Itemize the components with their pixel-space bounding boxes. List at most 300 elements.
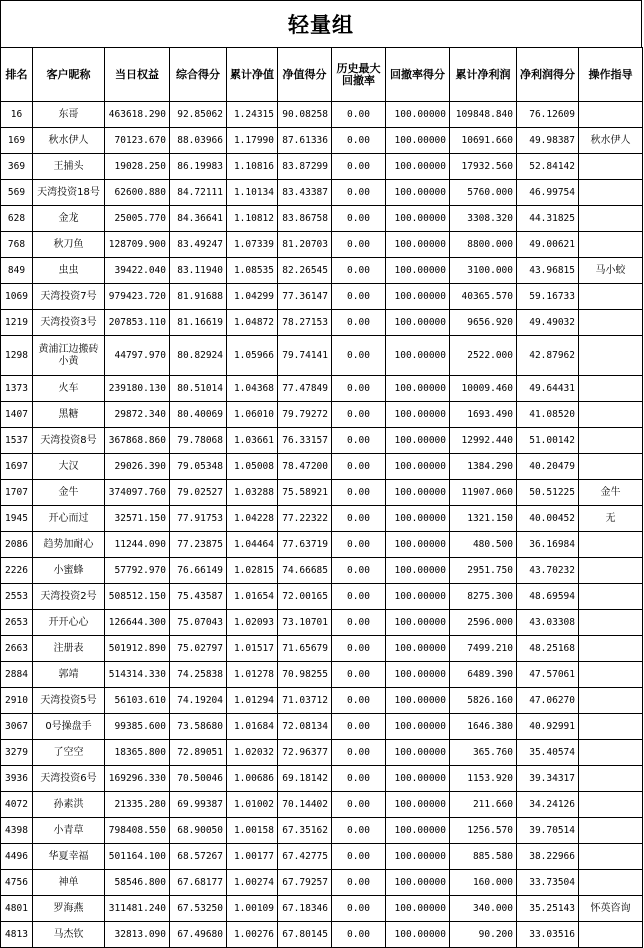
drawdown-score-cell: 100.00000 <box>386 714 450 740</box>
net-value-cell: 1.06010 <box>227 402 278 428</box>
net-profit-score-cell: 43.70232 <box>517 558 579 584</box>
table-row <box>1 506 643 532</box>
rank-cell: 1298 <box>1 336 33 376</box>
table-row <box>1 792 643 818</box>
rank-cell: 1373 <box>1 376 33 402</box>
drawdown-score-cell: 100.00000 <box>386 258 450 284</box>
net-profit-score-cell: 34.24126 <box>517 792 579 818</box>
equity-cell: 311481.240 <box>105 896 170 922</box>
rank-cell: 16 <box>1 102 33 128</box>
total-score-cell: 68.90050 <box>170 818 227 844</box>
guidance-cell <box>579 792 643 818</box>
max-drawdown-cell: 0.00 <box>332 102 386 128</box>
net-profit-score-cell: 46.99754 <box>517 180 579 206</box>
equity-cell: 29026.390 <box>105 454 170 480</box>
net-value-cell: 1.04299 <box>227 284 278 310</box>
guidance-cell <box>579 636 643 662</box>
rank-cell: 2663 <box>1 636 33 662</box>
rank-cell: 1707 <box>1 480 33 506</box>
nickname-cell: 天湾投资18号 <box>33 180 105 206</box>
equity-cell: 169296.330 <box>105 766 170 792</box>
net-value-score-cell: 71.65679 <box>278 636 332 662</box>
net-profit-cell: 885.580 <box>450 844 517 870</box>
nickname-cell: 天湾投资8号 <box>33 428 105 454</box>
table-row <box>1 102 643 128</box>
max-drawdown-cell: 0.00 <box>332 284 386 310</box>
nickname-cell: 天湾投资7号 <box>33 284 105 310</box>
nickname-cell: 黑糖 <box>33 402 105 428</box>
table-row <box>1 636 643 662</box>
total-score-cell: 67.53250 <box>170 896 227 922</box>
nickname-cell: 华夏幸福 <box>33 844 105 870</box>
net-profit-score-cell: 43.96815 <box>517 258 579 284</box>
rank-cell: 3936 <box>1 766 33 792</box>
net-profit-cell: 8275.300 <box>450 584 517 610</box>
equity-cell: 70123.670 <box>105 128 170 154</box>
net-value-cell: 1.00177 <box>227 844 278 870</box>
guidance-cell <box>579 714 643 740</box>
net-profit-cell: 10009.460 <box>450 376 517 402</box>
drawdown-score-cell: 100.00000 <box>386 206 450 232</box>
max-drawdown-cell: 0.00 <box>332 870 386 896</box>
table-row <box>1 818 643 844</box>
table-row <box>1 284 643 310</box>
max-drawdown-cell: 0.00 <box>332 584 386 610</box>
rank-cell: 628 <box>1 206 33 232</box>
drawdown-score-cell: 100.00000 <box>386 896 450 922</box>
net-profit-cell: 8800.000 <box>450 232 517 258</box>
nickname-cell: 金龙 <box>33 206 105 232</box>
total-score-cell: 83.49247 <box>170 232 227 258</box>
table-row <box>1 454 643 480</box>
rank-cell: 2086 <box>1 532 33 558</box>
rank-cell: 2553 <box>1 584 33 610</box>
equity-cell: 21335.280 <box>105 792 170 818</box>
drawdown-score-cell: 100.00000 <box>386 336 450 376</box>
max-drawdown-cell: 0.00 <box>332 688 386 714</box>
max-drawdown-cell: 0.00 <box>332 896 386 922</box>
total-score-cell: 88.03966 <box>170 128 227 154</box>
table-row <box>1 532 643 558</box>
drawdown-score-cell: 100.00000 <box>386 766 450 792</box>
table-row <box>1 688 643 714</box>
net-profit-cell: 1256.570 <box>450 818 517 844</box>
net-profit-score-cell: 48.69594 <box>517 584 579 610</box>
net-value-cell: 1.02093 <box>227 610 278 636</box>
total-score-cell: 68.57267 <box>170 844 227 870</box>
equity-cell: 19028.250 <box>105 154 170 180</box>
net-profit-score-cell: 36.16984 <box>517 532 579 558</box>
table-row <box>1 402 643 428</box>
rank-cell: 849 <box>1 258 33 284</box>
drawdown-score-cell: 100.00000 <box>386 180 450 206</box>
total-score-cell: 70.50046 <box>170 766 227 792</box>
total-score-cell: 80.40069 <box>170 402 227 428</box>
total-score-cell: 75.07043 <box>170 610 227 636</box>
guidance-cell: 怀英咨询 <box>579 896 643 922</box>
column-header-net-value: 累计净值 <box>227 48 278 102</box>
drawdown-score-cell: 100.00000 <box>386 844 450 870</box>
net-value-score-cell: 78.27153 <box>278 310 332 336</box>
max-drawdown-cell: 0.00 <box>332 402 386 428</box>
net-profit-score-cell: 49.49032 <box>517 310 579 336</box>
net-value-cell: 1.00276 <box>227 922 278 948</box>
column-header-net-profit-score: 净利润得分 <box>517 48 579 102</box>
table-row <box>1 232 643 258</box>
max-drawdown-cell: 0.00 <box>332 258 386 284</box>
nickname-cell: 马杰钦 <box>33 922 105 948</box>
net-profit-score-cell: 39.70514 <box>517 818 579 844</box>
equity-cell: 128709.900 <box>105 232 170 258</box>
net-profit-score-cell: 39.34317 <box>517 766 579 792</box>
equity-cell: 463618.290 <box>105 102 170 128</box>
drawdown-score-cell: 100.00000 <box>386 610 450 636</box>
drawdown-score-cell: 100.00000 <box>386 128 450 154</box>
net-value-cell: 1.05966 <box>227 336 278 376</box>
max-drawdown-cell: 0.00 <box>332 454 386 480</box>
header-row <box>1 48 643 102</box>
net-value-score-cell: 72.96377 <box>278 740 332 766</box>
drawdown-score-cell: 100.00000 <box>386 662 450 688</box>
total-score-cell: 86.19983 <box>170 154 227 180</box>
net-value-cell: 1.04872 <box>227 310 278 336</box>
max-drawdown-cell: 0.00 <box>332 558 386 584</box>
net-profit-cell: 340.000 <box>450 896 517 922</box>
total-score-cell: 84.72111 <box>170 180 227 206</box>
net-profit-score-cell: 48.25168 <box>517 636 579 662</box>
nickname-cell: 罗海燕 <box>33 896 105 922</box>
net-profit-score-cell: 41.08520 <box>517 402 579 428</box>
max-drawdown-cell: 0.00 <box>332 310 386 336</box>
guidance-cell <box>579 336 643 376</box>
total-score-cell: 67.68177 <box>170 870 227 896</box>
total-score-cell: 69.99387 <box>170 792 227 818</box>
drawdown-score-cell: 100.00000 <box>386 870 450 896</box>
max-drawdown-cell: 0.00 <box>332 336 386 376</box>
equity-cell: 514314.330 <box>105 662 170 688</box>
max-drawdown-cell: 0.00 <box>332 922 386 948</box>
guidance-cell <box>579 376 643 402</box>
equity-cell: 501164.100 <box>105 844 170 870</box>
net-value-cell: 1.01278 <box>227 662 278 688</box>
drawdown-score-cell: 100.00000 <box>386 284 450 310</box>
equity-cell: 979423.720 <box>105 284 170 310</box>
total-score-cell: 79.05348 <box>170 454 227 480</box>
net-profit-cell: 1646.380 <box>450 714 517 740</box>
drawdown-score-cell: 100.00000 <box>386 818 450 844</box>
sheet-title: 轻量组 <box>0 0 642 48</box>
net-profit-cell: 40365.570 <box>450 284 517 310</box>
net-value-score-cell: 77.22322 <box>278 506 332 532</box>
nickname-cell: 天湾投资3号 <box>33 310 105 336</box>
table-row <box>1 128 643 154</box>
net-value-cell: 1.01654 <box>227 584 278 610</box>
net-profit-score-cell: 40.00452 <box>517 506 579 532</box>
net-value-cell: 1.24315 <box>227 102 278 128</box>
net-value-cell: 1.17990 <box>227 128 278 154</box>
guidance-cell <box>579 428 643 454</box>
rank-cell: 1407 <box>1 402 33 428</box>
table-row <box>1 558 643 584</box>
guidance-cell <box>579 310 643 336</box>
total-score-cell: 81.91688 <box>170 284 227 310</box>
equity-cell: 126644.300 <box>105 610 170 636</box>
net-profit-score-cell: 49.00621 <box>517 232 579 258</box>
net-profit-cell: 1384.290 <box>450 454 517 480</box>
net-profit-cell: 9656.920 <box>450 310 517 336</box>
table-row <box>1 180 643 206</box>
guidance-cell <box>579 102 643 128</box>
column-header-net-value-score: 净值得分 <box>278 48 332 102</box>
guidance-cell: 秋水伊人 <box>579 128 643 154</box>
total-score-cell: 75.02797 <box>170 636 227 662</box>
column-header-equity: 当日权益 <box>105 48 170 102</box>
nickname-cell: 趋势加耐心 <box>33 532 105 558</box>
nickname-cell: 了空空 <box>33 740 105 766</box>
equity-cell: 239180.130 <box>105 376 170 402</box>
net-value-score-cell: 79.74141 <box>278 336 332 376</box>
nickname-cell: 黄浦江边搬砖小黄 <box>33 336 105 376</box>
drawdown-score-cell: 100.00000 <box>386 102 450 128</box>
total-score-cell: 83.11940 <box>170 258 227 284</box>
max-drawdown-cell: 0.00 <box>332 180 386 206</box>
equity-cell: 44797.970 <box>105 336 170 376</box>
net-value-cell: 1.10134 <box>227 180 278 206</box>
net-value-cell: 1.07339 <box>227 232 278 258</box>
rank-cell: 1697 <box>1 454 33 480</box>
guidance-cell <box>579 284 643 310</box>
net-value-score-cell: 67.35162 <box>278 818 332 844</box>
nickname-cell: 天湾投资5号 <box>33 688 105 714</box>
nickname-cell: 虫虫 <box>33 258 105 284</box>
net-value-score-cell: 70.98255 <box>278 662 332 688</box>
column-header-total-score: 综合得分 <box>170 48 227 102</box>
guidance-cell: 金牛 <box>579 480 643 506</box>
total-score-cell: 73.58680 <box>170 714 227 740</box>
guidance-cell <box>579 766 643 792</box>
equity-cell: 32813.090 <box>105 922 170 948</box>
drawdown-score-cell: 100.00000 <box>386 154 450 180</box>
rank-cell: 1945 <box>1 506 33 532</box>
net-profit-cell: 3100.000 <box>450 258 517 284</box>
nickname-cell: 小蜜蜂 <box>33 558 105 584</box>
net-profit-score-cell: 40.20479 <box>517 454 579 480</box>
table-row <box>1 206 643 232</box>
net-profit-score-cell: 33.73504 <box>517 870 579 896</box>
max-drawdown-cell: 0.00 <box>332 766 386 792</box>
equity-cell: 29872.340 <box>105 402 170 428</box>
net-value-score-cell: 87.61336 <box>278 128 332 154</box>
net-value-cell: 1.04464 <box>227 532 278 558</box>
total-score-cell: 79.02527 <box>170 480 227 506</box>
net-profit-score-cell: 44.31825 <box>517 206 579 232</box>
net-profit-cell: 5760.000 <box>450 180 517 206</box>
total-score-cell: 74.19204 <box>170 688 227 714</box>
drawdown-score-cell: 100.00000 <box>386 376 450 402</box>
column-header-guidance: 操作指导 <box>579 48 643 102</box>
equity-cell: 56103.610 <box>105 688 170 714</box>
equity-cell: 39422.040 <box>105 258 170 284</box>
guidance-cell <box>579 740 643 766</box>
net-profit-cell: 1153.920 <box>450 766 517 792</box>
drawdown-score-cell: 100.00000 <box>386 636 450 662</box>
net-value-score-cell: 69.18142 <box>278 766 332 792</box>
rank-cell: 1069 <box>1 284 33 310</box>
max-drawdown-cell: 0.00 <box>332 154 386 180</box>
guidance-cell <box>579 232 643 258</box>
net-value-score-cell: 78.47200 <box>278 454 332 480</box>
net-value-score-cell: 67.18346 <box>278 896 332 922</box>
rank-cell: 4496 <box>1 844 33 870</box>
table-row <box>1 662 643 688</box>
guidance-cell: 无 <box>579 506 643 532</box>
total-score-cell: 67.49680 <box>170 922 227 948</box>
rank-cell: 169 <box>1 128 33 154</box>
nickname-cell: 开开心心 <box>33 610 105 636</box>
nickname-cell: 火车 <box>33 376 105 402</box>
rank-cell: 4801 <box>1 896 33 922</box>
net-value-cell: 1.05008 <box>227 454 278 480</box>
nickname-cell: 秋水伊人 <box>33 128 105 154</box>
net-profit-cell: 10691.660 <box>450 128 517 154</box>
guidance-cell <box>579 402 643 428</box>
net-profit-score-cell: 42.87962 <box>517 336 579 376</box>
net-profit-cell: 2522.000 <box>450 336 517 376</box>
table-row <box>1 428 643 454</box>
max-drawdown-cell: 0.00 <box>332 714 386 740</box>
equity-cell: 18365.800 <box>105 740 170 766</box>
drawdown-score-cell: 100.00000 <box>386 584 450 610</box>
drawdown-score-cell: 100.00000 <box>386 480 450 506</box>
ranking-table <box>0 47 643 948</box>
net-profit-score-cell: 33.03516 <box>517 922 579 948</box>
net-profit-cell: 3308.320 <box>450 206 517 232</box>
net-value-cell: 1.00158 <box>227 818 278 844</box>
net-profit-score-cell: 35.40574 <box>517 740 579 766</box>
equity-cell: 32571.150 <box>105 506 170 532</box>
total-score-cell: 77.23875 <box>170 532 227 558</box>
rank-cell: 3067 <box>1 714 33 740</box>
net-profit-cell: 90.200 <box>450 922 517 948</box>
net-value-cell: 1.01517 <box>227 636 278 662</box>
drawdown-score-cell: 100.00000 <box>386 688 450 714</box>
max-drawdown-cell: 0.00 <box>332 610 386 636</box>
total-score-cell: 74.25838 <box>170 662 227 688</box>
nickname-cell: 开心而过 <box>33 506 105 532</box>
table-row <box>1 584 643 610</box>
guidance-cell <box>579 584 643 610</box>
net-value-score-cell: 67.80145 <box>278 922 332 948</box>
nickname-cell: 神单 <box>33 870 105 896</box>
net-value-score-cell: 77.63719 <box>278 532 332 558</box>
equity-cell: 501912.890 <box>105 636 170 662</box>
total-score-cell: 84.36641 <box>170 206 227 232</box>
net-value-score-cell: 73.10701 <box>278 610 332 636</box>
net-profit-cell: 11907.060 <box>450 480 517 506</box>
column-header-net-profit: 累计净利润 <box>450 48 517 102</box>
net-value-cell: 1.00109 <box>227 896 278 922</box>
total-score-cell: 75.43587 <box>170 584 227 610</box>
equity-cell: 798408.550 <box>105 818 170 844</box>
total-score-cell: 76.66149 <box>170 558 227 584</box>
net-profit-cell: 7499.210 <box>450 636 517 662</box>
rank-cell: 2910 <box>1 688 33 714</box>
drawdown-score-cell: 100.00000 <box>386 506 450 532</box>
net-profit-score-cell: 47.57061 <box>517 662 579 688</box>
column-header-max-drawdown: 历史最大回撤率 <box>332 48 386 102</box>
net-value-cell: 1.03288 <box>227 480 278 506</box>
net-profit-cell: 12992.440 <box>450 428 517 454</box>
net-profit-score-cell: 49.64431 <box>517 376 579 402</box>
net-profit-cell: 2951.750 <box>450 558 517 584</box>
rank-cell: 4398 <box>1 818 33 844</box>
equity-cell: 62600.880 <box>105 180 170 206</box>
guidance-cell <box>579 662 643 688</box>
net-value-cell: 1.01002 <box>227 792 278 818</box>
rank-cell: 2653 <box>1 610 33 636</box>
net-profit-cell: 365.760 <box>450 740 517 766</box>
rank-cell: 2884 <box>1 662 33 688</box>
net-profit-score-cell: 38.22966 <box>517 844 579 870</box>
drawdown-score-cell: 100.00000 <box>386 402 450 428</box>
guidance-cell <box>579 818 643 844</box>
net-profit-score-cell: 76.12609 <box>517 102 579 128</box>
max-drawdown-cell: 0.00 <box>332 376 386 402</box>
max-drawdown-cell: 0.00 <box>332 844 386 870</box>
net-profit-score-cell: 59.16733 <box>517 284 579 310</box>
drawdown-score-cell: 100.00000 <box>386 922 450 948</box>
table-row <box>1 480 643 506</box>
net-value-cell: 1.10812 <box>227 206 278 232</box>
max-drawdown-cell: 0.00 <box>332 428 386 454</box>
table-row <box>1 896 643 922</box>
net-value-score-cell: 81.20703 <box>278 232 332 258</box>
table-row <box>1 922 643 948</box>
max-drawdown-cell: 0.00 <box>332 792 386 818</box>
net-profit-cell: 1321.150 <box>450 506 517 532</box>
guidance-cell <box>579 180 643 206</box>
net-value-score-cell: 76.33157 <box>278 428 332 454</box>
max-drawdown-cell: 0.00 <box>332 480 386 506</box>
net-profit-score-cell: 47.06270 <box>517 688 579 714</box>
net-value-score-cell: 79.79272 <box>278 402 332 428</box>
net-value-score-cell: 90.08258 <box>278 102 332 128</box>
guidance-cell <box>579 532 643 558</box>
drawdown-score-cell: 100.00000 <box>386 792 450 818</box>
column-header-nickname: 客户昵称 <box>33 48 105 102</box>
net-profit-cell: 17932.560 <box>450 154 517 180</box>
nickname-cell: 大汉 <box>33 454 105 480</box>
net-value-cell: 1.10816 <box>227 154 278 180</box>
net-value-score-cell: 67.79257 <box>278 870 332 896</box>
total-score-cell: 81.16619 <box>170 310 227 336</box>
drawdown-score-cell: 100.00000 <box>386 558 450 584</box>
total-score-cell: 80.82924 <box>170 336 227 376</box>
table-row <box>1 714 643 740</box>
max-drawdown-cell: 0.00 <box>332 232 386 258</box>
rank-cell: 4813 <box>1 922 33 948</box>
net-value-score-cell: 83.86758 <box>278 206 332 232</box>
nickname-cell: 王捕头 <box>33 154 105 180</box>
net-value-cell: 1.08535 <box>227 258 278 284</box>
drawdown-score-cell: 100.00000 <box>386 454 450 480</box>
nickname-cell: 天湾投资2号 <box>33 584 105 610</box>
net-value-score-cell: 74.66685 <box>278 558 332 584</box>
table-row <box>1 258 643 284</box>
equity-cell: 58546.800 <box>105 870 170 896</box>
rank-cell: 4756 <box>1 870 33 896</box>
net-value-cell: 1.02032 <box>227 740 278 766</box>
